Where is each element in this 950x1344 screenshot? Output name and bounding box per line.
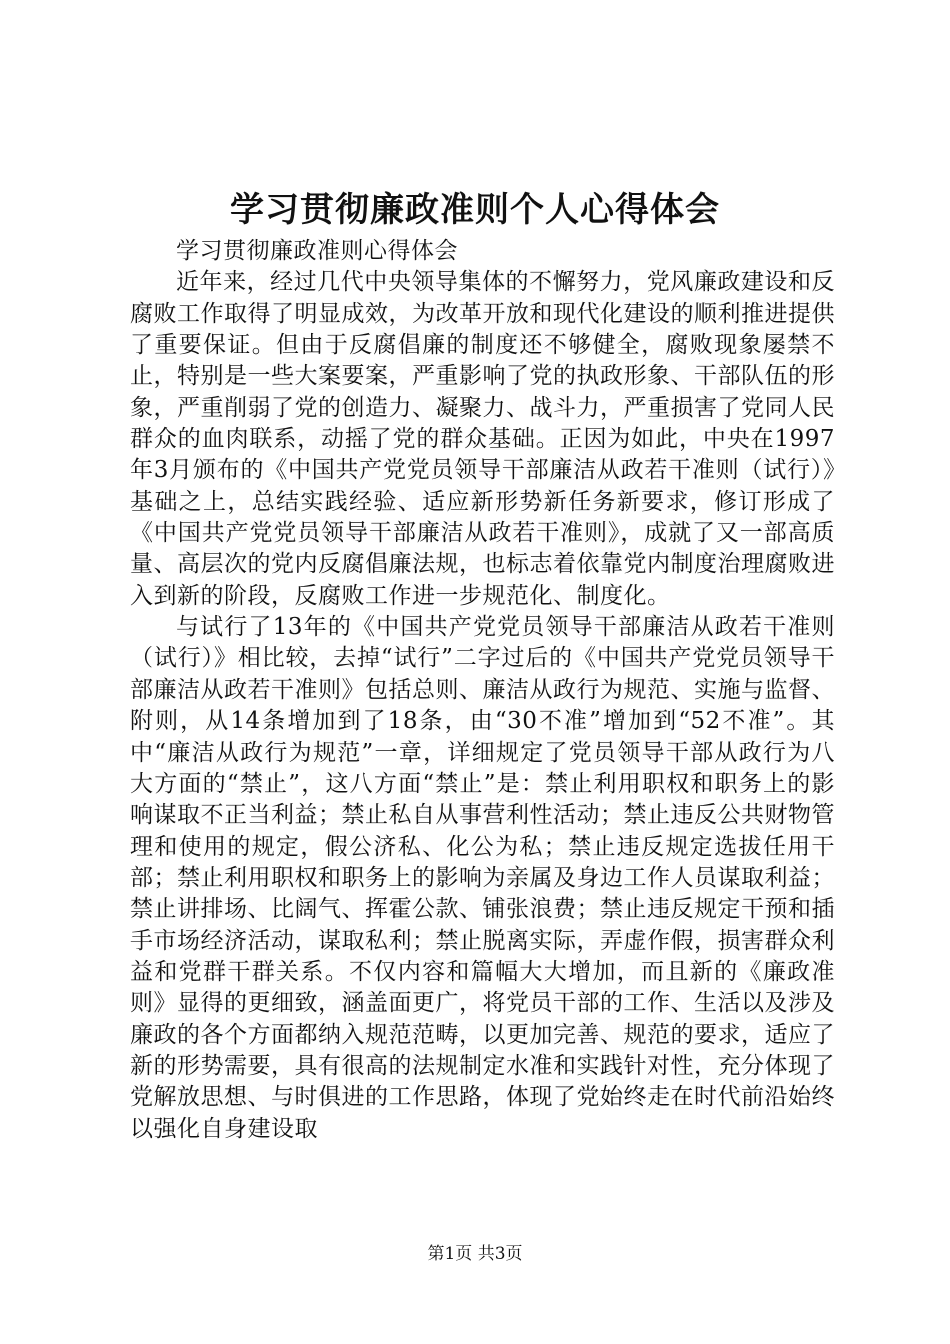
document-body — [130, 236, 835, 1145]
paragraph-2: 与试行了13年的《中国共产党党员领导干部廉洁从政若干准则（试行）》相比较，去掉“试行”二字过后的《中国共产党党员领导干部廉洁从政若干准则》包括总则、廉洁从政行为规范、实施与监督、附则，从14条增加到了18条，由“30不准”增加到“52不准”。其中“廉洁从政行为规范”一章，详细规定了党员领导干部从政行为八大方面的“禁止”，这八方面“禁止”是：禁止利用职权和职务上的影响谋取不正当利益；禁止私自从事营利性活动；禁止违反公共财物管理和使用的规定，假公济私、化公为私；禁止违反规定选拔任用干部；禁止利用职权和职务上的影响为亲属及身边工作人员谋取利益；禁止讲排场、比阔气、挥霍公款、铺张浪费；禁止违反规定干预和插手市场经济活动，谋取私利；禁止脱离实际，弄虚作假，损害群众利益和党群干群关系。不仅内容和篇幅大大增加，而且新的《廉政准则》显得的更细致，涵盖面更广，将党员干部的工作、生活以及涉及廉政的各个方面都纳入规范范畴，以更加完善、规范的要求，适应了新的形势需要，具有很高的法规制定水准和实践针对性，充分体现了党解放思想、与时俱进的工作思路，体现了党始终走在时代前沿始终以强化自身建设取 — [130, 614, 835, 1142]
document-subtitle: 学习贯彻廉政准则心得体会 — [176, 238, 458, 264]
document-title: 学习贯彻廉政准则个人心得体会 — [230, 190, 720, 230]
paragraph-1: 近年来，经过几代中央领导集体的不懈努力，党风廉政建设和反腐败工作取得了明显成效，为改革开放和现代化建设的顺利推进提供了重要保证。但由于反腐倡廉的制度还不够健全，腐败现象屡禁不止，特别是一些大案要案，严重影响了党的执政形象、干部队伍的形象，严重削弱了党的创造力、凝聚力、战斗力，严重损害了党同人民群众的血肉联系，动摇了党的群众基础。正因为如此，中央在1997年3月颁布的《中国共产党党员领导干部廉洁从政若干准则（试行）》基础之上，总结实践经验、适应新形势新任务新要求，修订形成了《中国共产党党员领导干部廉洁从政若干准则》，成就了又一部高质量、高层次的党内反腐倡廉法规，也标志着依靠党内制度治理腐败进入到新的阶段，反腐败工作进一步规范化、制度化。 — [130, 269, 835, 609]
page-footer: 第1页 共3页 — [427, 1244, 523, 1264]
